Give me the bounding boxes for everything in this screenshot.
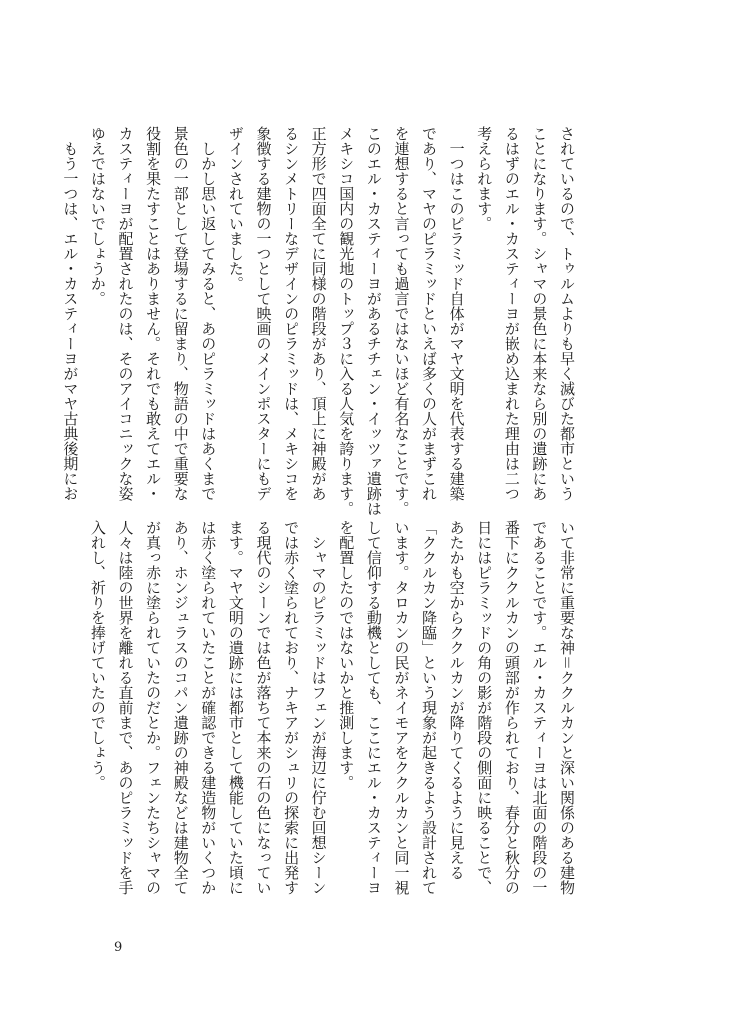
text-line: では赤く塗られており、ナキアがシュリの探索に出発す [282,520,301,895]
text-line: ザインされていました。 [226,126,245,291]
text-line: ます。マヤ文明の遺跡には都市として機能していた頃に [226,520,245,895]
page-number: 9 [114,940,123,955]
text-line: カスティーヨが配置されたのは、そのアイコニックな姿 [116,126,135,501]
text-line: もう一つは、エル・カスティーヨがマヤ古典後期にお [61,126,80,501]
text-line: あり、ホンジュラスのコパン遺跡の神殿などは建物全て [171,520,190,895]
text-line: が真っ赤に塗られていたのだとか。フェンたちシャマの [144,520,163,895]
text-line: 入れし、祈りを捧げていたのでしょう。 [88,520,107,790]
text-line: を連想すると言っても過言ではないほど有名なことです。 [392,126,411,516]
text-line: 番下にククルカンの頭部が作られており、春分と秋分の [502,520,521,895]
text-line: であることです。エル・カスティーヨは北面の階段の一 [530,520,549,895]
text-line: 景色の一部として登場するに留まり、物語の中で重要な [171,126,190,501]
text-line: を配置したのではないかと推測します。 [337,520,356,790]
text-block-top [61,126,580,516]
text-line: るシンメトリーなデザインのピラミッドは、メキシコを [282,126,301,501]
text-line: ゆえではないでしょうか。 [88,126,107,306]
text-line: 日にはピラミッドの角の影が階段の側面に映ることで、 [475,520,494,895]
text-line: あたかも空からククルカンが降りてくるように見える [447,520,466,880]
text-line: 正方形で四面全てに同様の階段があり、頂上に神殿があ [309,126,328,501]
text-line: 役割を果たすことはありません。それでも敢えてエル・ [144,126,163,501]
text-line: シャマのピラミッドはフェンが海辺に佇む回想シーン [309,520,328,895]
text-line: いて非常に重要な神＝ククルカンと深い関係のある建物 [558,520,576,896]
text-line: メキシコ国内の観光地のトップ３に入る人気を誇ります。 [337,126,356,516]
text-line: は赤く塗られていたことが確認できる建造物がいくつか [199,520,218,895]
text-block-bottom [88,520,580,900]
text-line: ことになります。シャマの景色に本来なら別の遺跡にあ [530,126,549,501]
text-line: る現代のシーンでは色が落ちて本来の石の色になってい [254,520,273,895]
text-line: しかし思い返してみると、あのピラミッドはあくまで [199,126,218,501]
text-line: るはずのエル・カスティーヨが嵌め込まれた理由は二つ [502,126,521,501]
text-line: されているので、トゥルムよりも早く滅びた都市という [558,126,576,501]
text-line: 人々は陸の世界を離れる直前まで、あのピラミッドを手 [116,520,135,895]
text-line: 「ククルカン降臨」という現象が起きるよう設計されて [420,520,439,895]
text-line: います。タロカンの民がネイモアをククルカンと同一視 [392,520,411,895]
text-line: このエル・カスティーヨがあるチチェン・イッツァ遺跡は [364,126,383,516]
text-line: 一つはこのピラミッド自体がマヤ文明を代表する建築 [447,126,466,501]
text-line: 考えられます。 [475,126,494,231]
text-line: であり、マヤのピラミッドといえば多くの人がまずこれ [420,126,439,501]
text-line: して信仰する動機としても、ここにエル・カスティーヨ [364,520,383,895]
text-line: 象徴する建物の一つとして映画のメインポスターにもデ [254,126,273,501]
